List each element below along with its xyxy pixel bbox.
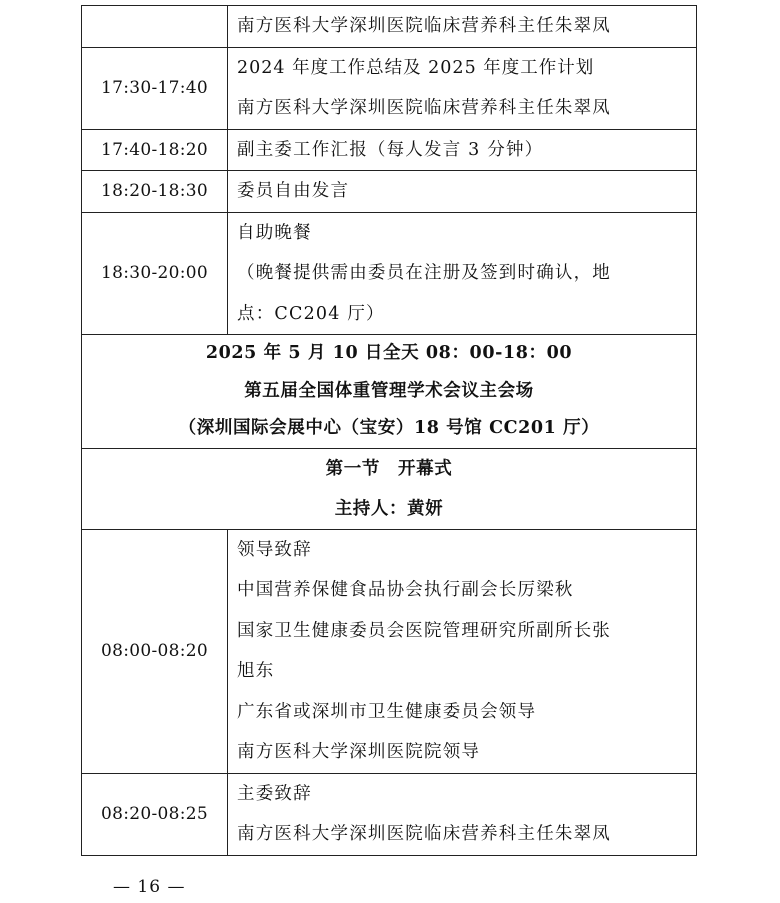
content-line: 主委致辞 (237, 783, 312, 804)
content-line: 南方医科大学深圳医院临床营养科主任朱翠凤 (237, 824, 611, 844)
schedule-table (81, 5, 697, 856)
banner-row (82, 335, 697, 449)
content-cell (228, 47, 697, 129)
content-line: 广东省或深圳市卫生健康委员会领导 (237, 701, 537, 722)
time-cell: 08:20-08:25 (82, 773, 228, 855)
banner-date: 2025 年 5 月 10 日全天 08：00-18：00 (205, 343, 573, 363)
content-cell (228, 529, 697, 773)
page-number: — 16 — (113, 877, 186, 897)
content-line: 自助晚餐 (237, 222, 312, 243)
table-row (82, 6, 697, 48)
content-line: 2024 年度工作总结及 2025 年度工作计划 (237, 57, 595, 78)
content-line: 点：CC204 厅） (237, 303, 385, 324)
content-line: 南方医科大学深圳医院院领导 (237, 742, 481, 762)
table-row (82, 129, 697, 171)
content-line: 南方医科大学深圳医院临床营养科主任朱翠凤 (237, 16, 611, 36)
banner-venue: （深圳国际会展中心（宝安）18 号馆 CC201 厅） (178, 418, 600, 438)
content-line: 国家卫生健康委员会医院管理研究所副所长张 (237, 620, 611, 641)
session-name: 第一节 开幕式 (325, 458, 453, 479)
time-cell (82, 6, 228, 48)
table-row (82, 773, 697, 855)
content-line: 委员自由发言 (237, 181, 350, 201)
table-row (82, 171, 697, 213)
content-cell (228, 212, 697, 335)
banner-title: 第五届全国体重管理学术会议主会场 (244, 380, 534, 401)
content-line: （晚餐提供需由委员在注册及签到时确认，地 (237, 263, 611, 283)
table-row (82, 212, 697, 335)
content-line: 旭东 (237, 661, 275, 681)
table-row (82, 529, 697, 773)
session-row (82, 448, 697, 529)
content-line: 副主委工作汇报（每人发言 3 分钟） (237, 139, 544, 160)
content-cell (228, 773, 697, 855)
time-cell: 17:40-18:20 (82, 129, 228, 171)
content-line: 领导致辞 (237, 539, 312, 560)
time-cell: 18:30-20:00 (82, 212, 228, 335)
time-cell: 18:20-18:30 (82, 171, 228, 213)
time-cell: 08:00-08:20 (82, 529, 228, 773)
table-row (82, 47, 697, 129)
time-cell: 17:30-17:40 (82, 47, 228, 129)
content-line: 中国营养保健食品协会执行副会长厉梁秋 (237, 580, 574, 600)
session-header (82, 448, 697, 529)
content-cell (228, 129, 697, 171)
session-host: 主持人：黄妍 (334, 498, 444, 519)
content-cell (228, 6, 697, 48)
content-line: 南方医科大学深圳医院临床营养科主任朱翠凤 (237, 98, 611, 118)
day-banner (82, 335, 697, 449)
content-cell (228, 171, 697, 213)
